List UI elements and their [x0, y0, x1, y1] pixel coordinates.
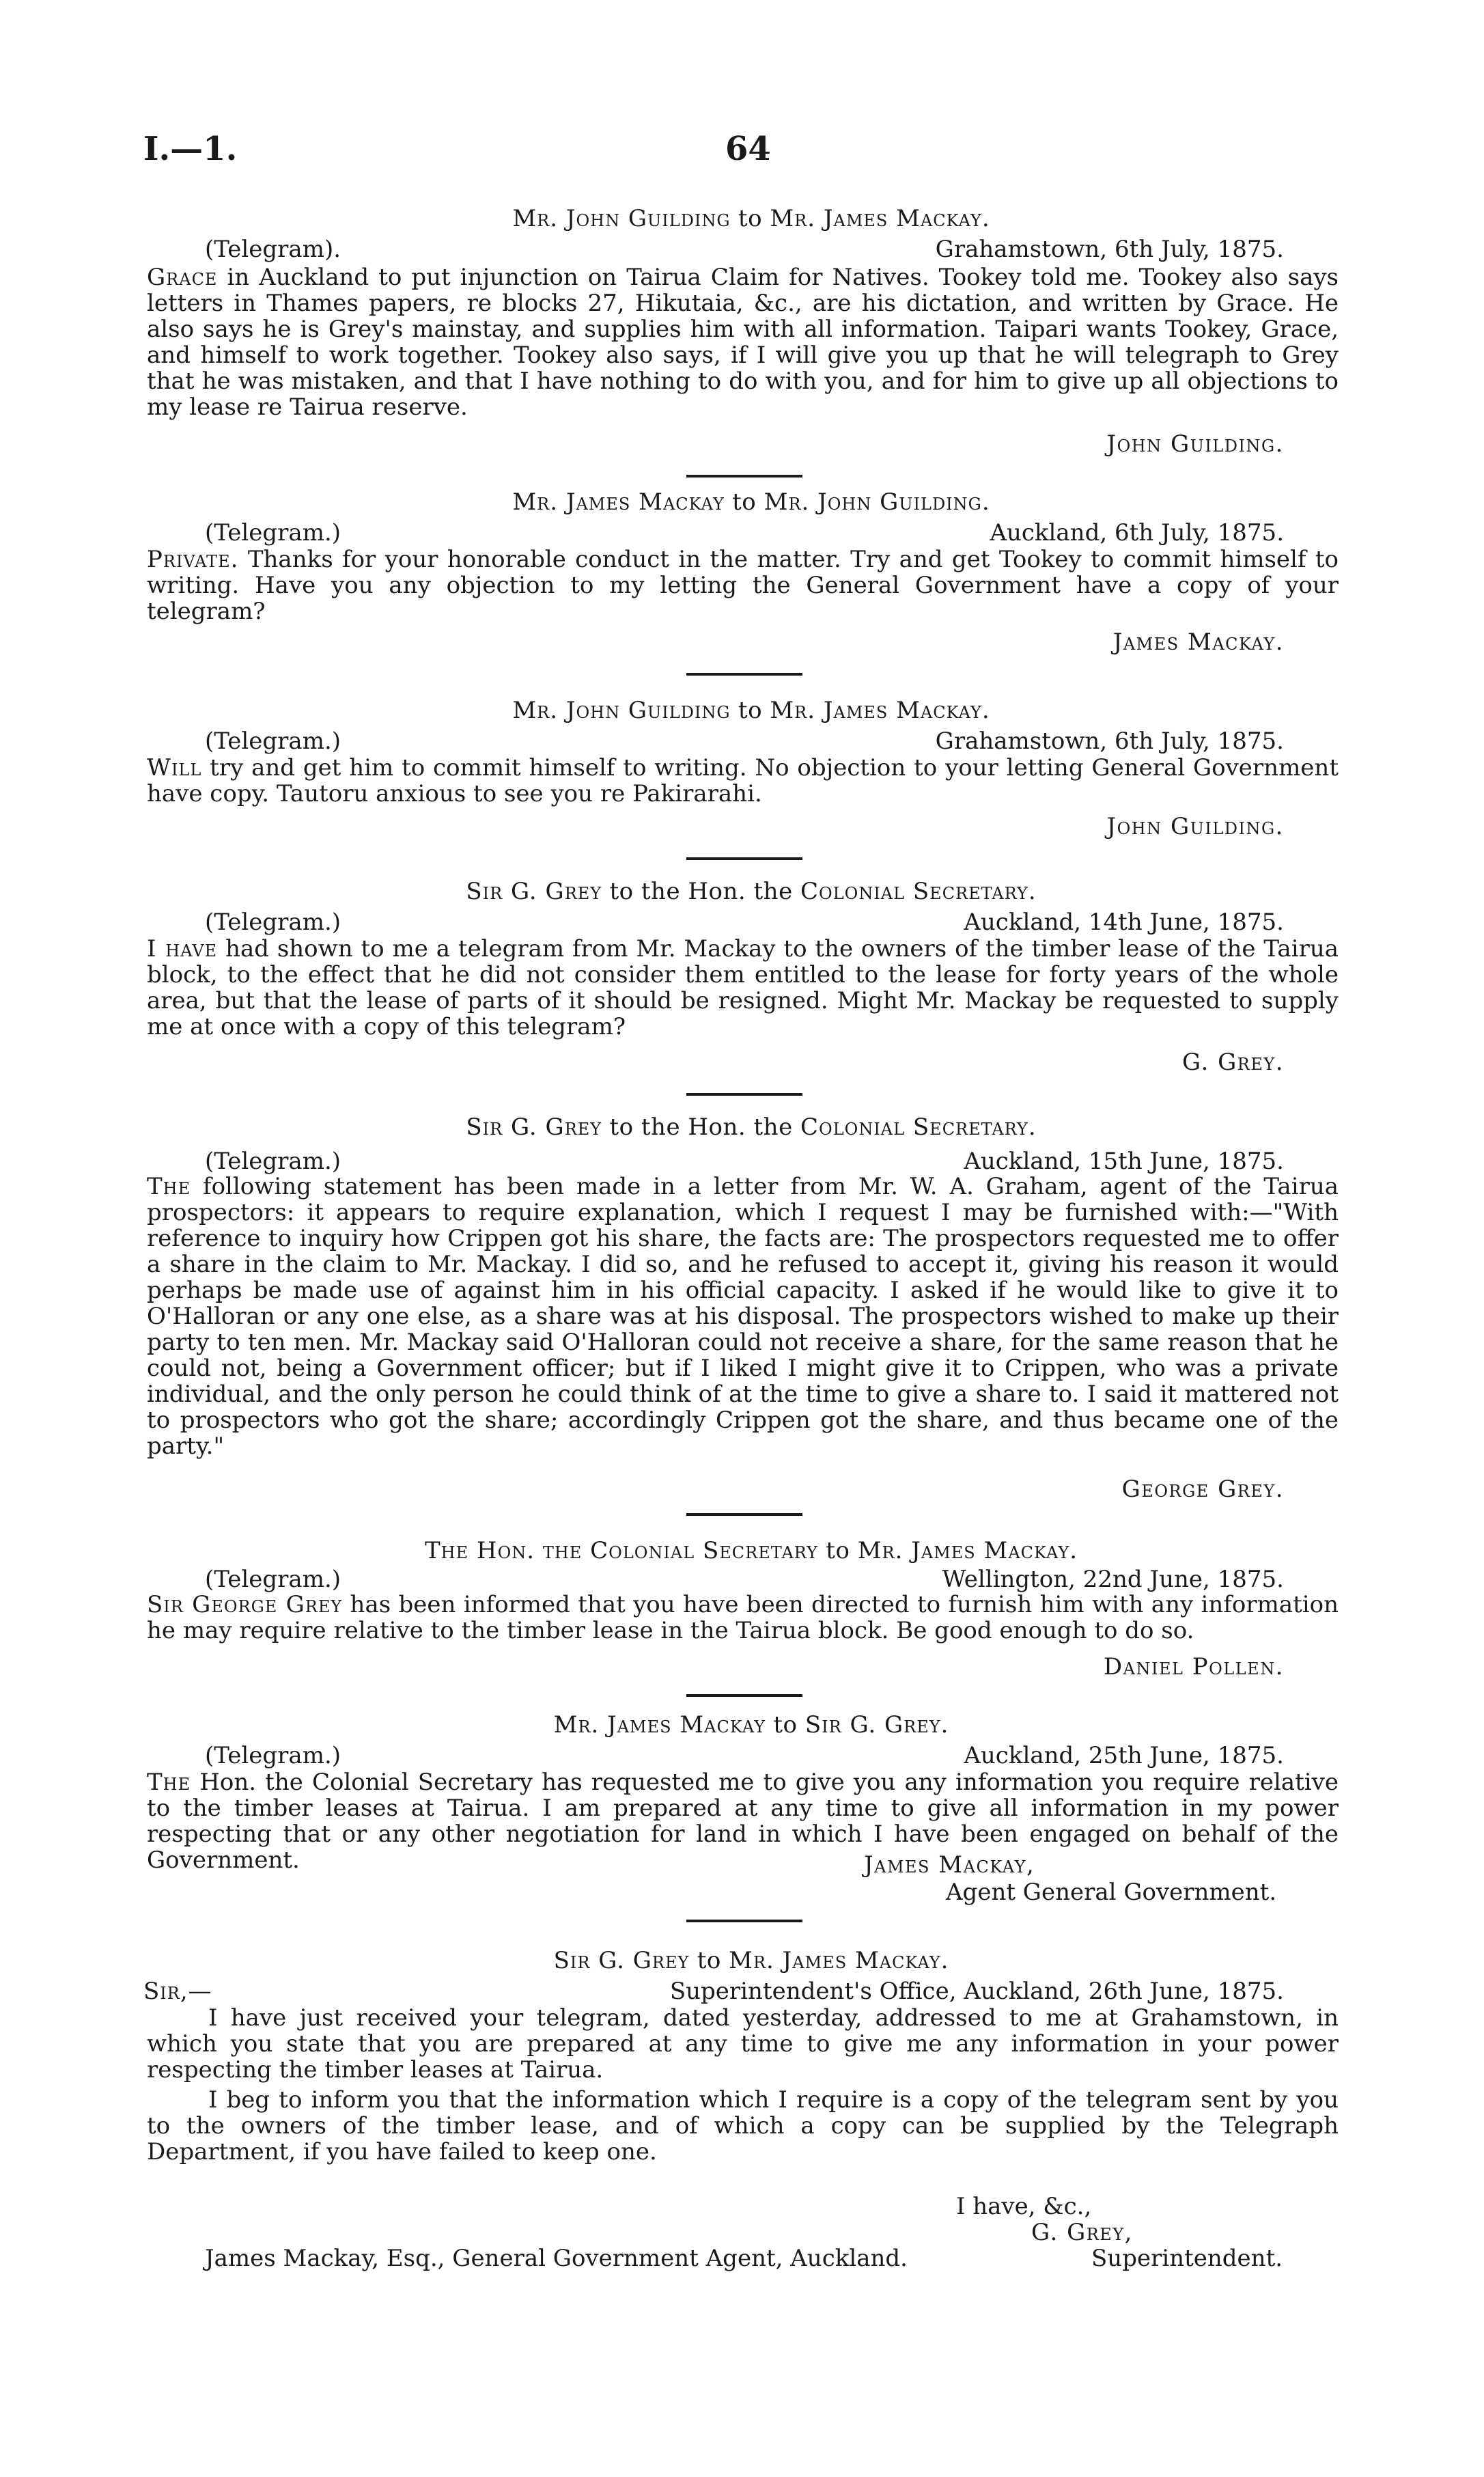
letter-body: I have had shown to me a telegram from Mr. Mackay to the owners of the timber lease of the Tairua block, to the effect that he did not consider them entitled to the lease for forty years of the whole area, but that the lease of parts of it should be resigned. Might Mr. Mackay be requested to supply me at once with a copy of this telegram? — [147, 935, 1339, 1040]
signature: Daniel Pollen. — [1103, 1653, 1284, 1680]
signature: John Guilding. — [1106, 813, 1284, 840]
letter-body: Private. Thanks for your honorable conduct in the matter. Try and get Tookey to commit himself to writing. Have you any objection to my letting the General Government have a copy of your telegram? — [147, 546, 1339, 625]
signature: G. Grey, — [1031, 2219, 1133, 2246]
letter-title: Mr. James Mackay to Mr. John Guilding. — [512, 488, 990, 516]
document-reference: I.—1. — [143, 130, 238, 168]
page-number: 64 — [725, 130, 771, 168]
addressee: James Mackay, Esq., General Government Agent, Auckland. — [205, 2245, 908, 2272]
letter-body: The Hon. the Colonial Secretary has requested me to give you any information you require relative to the timber leases at Tairua. I am prepared at any time to give all information in my power respecting that or any other negotiation for land in which I have been engaged on behalf of the Government. — [147, 1769, 1339, 1874]
divider — [686, 1920, 802, 1922]
letter-body: I have just received your telegram, dated yesterday, addressed to me at Grahamstown, in which you state that you are prepared at any time to give me any information in your power respecting the timber leases at Tairua. I beg to inform you that the information which I require is a copy of the telegram sent by you to the owners of the timber lease, and of which a copy can be supplied by the Telegraph Department, if you have failed to keep one. — [147, 2004, 1339, 2165]
signature-title: Agent General Government. — [946, 1879, 1277, 1906]
letter-title: Mr. James Mackay to Sir G. Grey. — [553, 1711, 949, 1739]
letter-title: The Hon. the Colonial Secretary to Mr. James Mackay. — [424, 1537, 1078, 1564]
letter-body: Grace in Auckland to put injunction on Tairua Claim for Natives. Tookey told me. Tookey also says letters in Thames papers, re blocks 27, Hikutaia, &c., are his dictation, and written by Grace. He also says he is Grey's mainstay, and supplies him with all information. Taipari wants Tookey, Grace, and himself to work together. Tookey also says, if I will give you up that he will telegraph to Grey that he was mistaken, and that I have nothing to do with you, and for him to give up all objections to my lease re Tairua reserve. — [147, 264, 1339, 421]
signature: George Grey. — [1121, 1476, 1284, 1503]
signature: John Guilding. — [1106, 430, 1284, 458]
letter-body: Sir George Grey has been informed that you have been directed to furnish him with any information he may require relative to the timber lease in the Tairua block. Be good enough to do so. — [147, 1591, 1339, 1644]
divider — [686, 1513, 802, 1516]
document-page: I.—1. 64 Mr. John Guilding to Mr. James Mackay. (Telegram). Grahamstown, 6th July, 1875. Grace in Auckland to put injunction on Tairua Claim for Natives. Tookey told me. Tookey also says letters in Thames papers, re blocks 27, Hikutaia, &c., are his dictation, and written by Grace. He also says he is Grey's mainstay, and supplies him with all information. Taipari wants Tookey, Grace, and himself to work together. Tookey also says, if I will give you up that he will telegraph to Grey that he was mistaken, and that I have nothing to do with you, and for him to give up all objections to my lease re Tairua reserve. John Guilding. Mr. James Mackay to Mr. John Guilding. (Telegram.) Auckland, 6th July, 1875. Private. Thanks for your honorable conduct in the matter. Try and get Tookey to commit himself to writing. Have you any objection to my letting the General Government have a copy of your telegram? James Mackay. Mr. John Guilding to Mr. James Mackay. (Telegram.) Grahamstown, 6th July, 1875. Will try and get him to commit himself to writing. No objection to your letting General Government have copy. Tautoru anxious to see you re Pakirarahi. John Guilding. Sir G. Grey to the Hon. the Colonial Secretary. (Telegram.) Auckland, 14th June, 1875. I have had shown to me a telegram from Mr. Mackay to the owners of the timber lease of the Tairua block, to the effect that he did not consider them entitled to the lease for forty years of the whole area, but that the lease of parts of it should be resigned. Might Mr. Mackay be requested to supply me at once with a copy of this telegram? G. Grey. Sir G. Grey to the Hon. the Colonial Secretary. (Telegram.) Auckland, 15th June, 1875. The following statement has been made in a letter from Mr. W. A. Graham, agent of the Tairua prospectors: it appears to require explanation, which I request I may be furnished with:—"With reference to inquiry how Crippen got his share, the facts are: The prospectors requested me to offer a share in the claim to Mr. Mackay. I did so, and he refused to accept it, giving his reason it would perhaps be made use of against him in his official capacity. I asked if he would like to give it to O'Halloran or any one else, as a share was at his disposal. The prospectors wished to make up their party to ten men. Mr. Mackay said O'Halloran could not receive a share, for the same reason that he could not, being a Government officer; but if I liked I might give it to Crippen, who was a private individual, and the only person he could think of at the time to give a share to. I said it mattered not to prospectors who got the share; accordingly Crippen got the share, and thus became one of the party." George Grey. The Hon. the Colonial Secretary to Mr. James Mackay. (Telegram.) Wellington, 22nd June, 1875. Sir George Grey has been informed that you have been directed to furnish him with any information he may require relative to the timber lease in the Tairua block. Be good enough to do so. Daniel Pollen. Mr. James Mackay to Sir G. Grey. (Telegram.) Auckland, 25th June, 1875. The Hon. the Colonial Secretary has requested me to give you any information you require relative to the timber leases at Tairua. I am prepared at any time to give all information in my power respecting that or any other negotiation for land in which I have been engaged on behalf of the Government. James Mackay, Agent General Government. Sir G. Grey to Mr. James Mackay. Sir,— Superintendent's Office, Auckland, 26th June, 1875. I have just received your telegram, dated yesterday, addressed to me at Grahamstown, in which you state that you are prepared at any time to give me any information in your power respecting the timber leases at Tairua. I beg to inform you that the information which I require is a copy of the telegram sent by you to the owners of the timber lease, and of which a copy can be supplied by the Telegraph Department, if you have failed to keep one. I have, &c., G. Grey, Superintendent. James Mackay, Esq., General Government Agent, Auckland. — [0, 0, 1484, 2477]
signature: G. Grey. — [1182, 1049, 1284, 1076]
signature: James Mackay, — [864, 1851, 1035, 1879]
divider — [686, 857, 802, 860]
divider — [686, 1694, 802, 1697]
letter-title: Sir G. Grey to the Hon. the Colonial Secretary. — [466, 878, 1037, 905]
divider — [686, 475, 802, 478]
signature: James Mackay. — [1112, 628, 1284, 656]
letter-title: Mr. John Guilding to Mr. James Mackay. — [512, 697, 990, 724]
letter-body: Will try and get him to commit himself to writing. No objection to your letting General Government have copy. Tautoru anxious to see you re Pakirarahi. — [147, 754, 1339, 807]
closing: I have, &c., — [956, 2193, 1092, 2220]
letter-title: Sir G. Grey to the Hon. the Colonial Secretary. — [466, 1113, 1037, 1141]
divider — [686, 1093, 802, 1096]
letter-title: Mr. John Guilding to Mr. James Mackay. — [512, 205, 990, 232]
signature-title: Superintendent. — [1091, 2245, 1283, 2272]
letter-title: Sir G. Grey to Mr. James Mackay. — [553, 1947, 949, 1974]
letter-body: The following statement has been made in a letter from Mr. W. A. Graham, agent of the Tairua prospectors: it appears to require explanation, which I request I may be furnished with:—"With reference to inquiry how Crippen got his share, the facts are: The prospectors requested me to offer a share in the claim to Mr. Mackay. I did so, and he refused to accept it, giving his reason it would perhaps be made use of against him in his official capacity. I asked if he would like to give it to O'Halloran or any one else, as a share was at his disposal. The prospectors wished to make up their party to ten men. Mr. Mackay said O'Halloran could not receive a share, for the same reason that he could not, being a Government officer; but if I liked I might give it to Crippen, who was a private individual, and the only person he could think of at the time to give a share to. I said it mattered not to prospectors who got the share; accordingly Crippen got the share, and thus became one of the party." — [147, 1173, 1339, 1460]
divider — [686, 673, 802, 676]
